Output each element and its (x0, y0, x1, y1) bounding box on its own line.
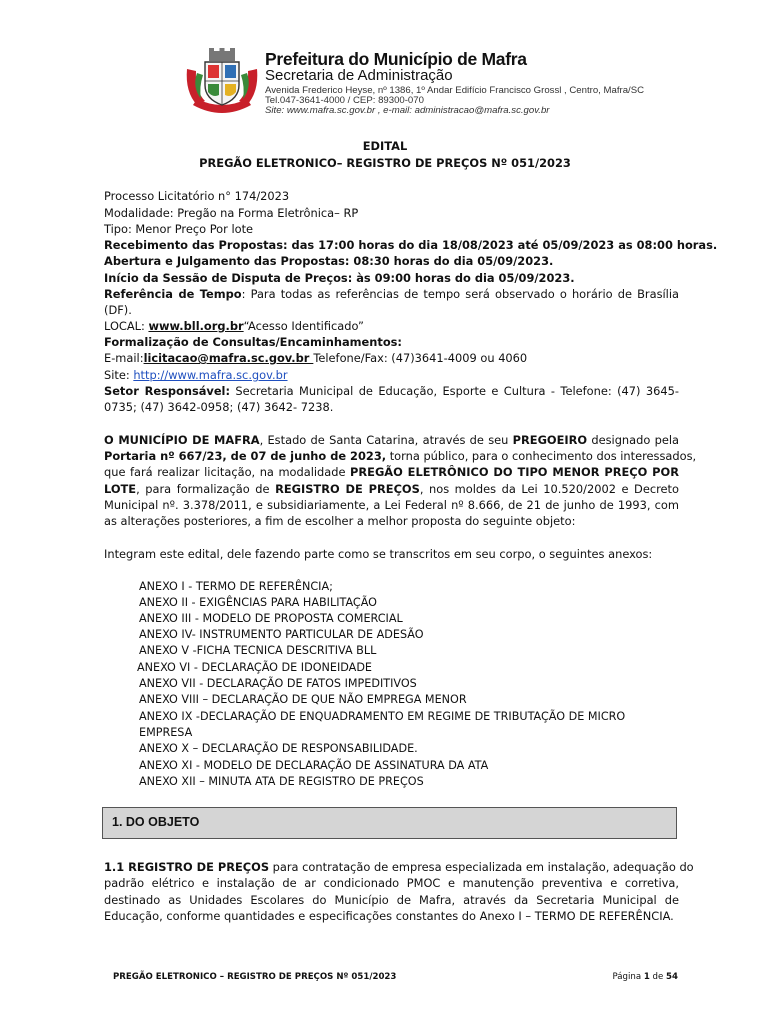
modalidade-line: Modalidade: Pregão na Forma Eletrônica– RP (104, 206, 359, 220)
email-link[interactable]: licitacao@mafra.sc.gov.br (143, 351, 314, 365)
local-text: “Acesso Identificado” (243, 319, 364, 333)
recebimento-line: Recebimento das Propostas: das 17:00 horas do dia 18/08/2023 até 05/09/2023 as 08:00 horas. (104, 238, 718, 252)
referencia-cont: (DF). (104, 303, 132, 317)
local-link[interactable]: www.bll.org.br (148, 319, 244, 333)
local-line (104, 319, 364, 333)
page-prefix: Página (612, 972, 644, 982)
intro-text-1b: , Estado de Santa Catarina, através de seu (259, 433, 513, 447)
setor-cont: 0735; (47) 3642-0958; (47) 3642- 7238. (104, 400, 334, 414)
anexo-item: ANEXO IV- INSTRUMENTO PARTICULAR DE ADESÃO (139, 628, 424, 641)
intro-text-4b: , para formalização de (136, 482, 276, 496)
tipo-line: Tipo: Menor Preço Por lote (104, 222, 254, 236)
intro-pregoeiro: PREGOEIRO (512, 433, 588, 447)
integram-line: Integram este edital, dele fazendo parte como se transcritos em seu corpo, o seguintes anexos: (104, 547, 653, 561)
section-heading: 1. DO OBJETO (112, 815, 200, 829)
referencia-line (104, 287, 679, 301)
anexo-item: ANEXO III - MODELO DE PROPOSTA COMERCIAL (139, 612, 403, 625)
header-subtitle: Secretaria de Administração (265, 67, 453, 84)
header-phone: Tel.047-3641-4000 / CEP: 89300-070 (265, 95, 424, 106)
local-label: LOCAL: (104, 319, 149, 333)
edital-label: EDITAL (362, 139, 408, 153)
intro-line-1 (104, 433, 679, 447)
setor-line (104, 384, 679, 398)
anexo-item: ANEXO I - TERMO DE REFERÊNCIA; (139, 580, 333, 593)
anexo-item: ANEXO XI - MODELO DE DECLARAÇÃO DE ASSINATURA DA ATA (139, 759, 489, 772)
setor-label: Setor Responsável: (104, 384, 231, 398)
anexo-item: ANEXO VI - DECLARAÇÃO DE IDONEIDADE (137, 661, 372, 674)
intro-municipio: O MUNICÍPIO DE MAFRA (104, 433, 260, 447)
anexo-item: ANEXO VIII – DECLARAÇÃO DE QUE NÃO EMPREGA MENOR (139, 693, 467, 706)
anexo-item: ANEXO X – DECLARAÇÃO DE RESPONSABILIDADE. (139, 742, 418, 755)
setor-text: Secretaria Municipal de Educação, Esporte e Cultura - Telefone: (47) 3645- (230, 384, 679, 398)
objeto-line-4: Educação, conforme quantidades e especificações constantes do Anexo I – TERMO DE REFERÊNCIA. (104, 909, 674, 923)
intro-text-1d: designado pela (587, 433, 680, 447)
intro-text-2b: torna público, para o conhecimento dos interessados, (386, 449, 697, 463)
objeto-line-2: padrão elétrico e instalação de ar condicionado PMOC e manutenção preventiva e corretiva, (104, 876, 679, 890)
anexo-item: ANEXO V -FICHA TECNICA DESCRITIVA BLL (139, 644, 377, 657)
intro-modalidade: PREGÃO ELETRÔNICO DO TIPO MENOR PREÇO POR (350, 465, 679, 479)
page-total: 54 (666, 972, 678, 982)
site-link[interactable]: http://www.mafra.sc.gov.br (133, 368, 288, 382)
inicio-line: Início da Sessão de Disputa de Preços: às 09:00 horas do dia 05/09/2023. (104, 271, 575, 285)
intro-registro: REGISTRO DE PREÇOS (275, 482, 420, 496)
page-current: 1 (643, 972, 650, 982)
email-line (104, 351, 527, 365)
intro-line-4 (104, 482, 679, 496)
page-mid: de (649, 972, 667, 982)
abertura-line: Abertura e Julgamento das Propostas: 08:30 horas do dia 05/09/2023. (104, 254, 554, 268)
site-line (104, 368, 288, 382)
referencia-text: : Para todas as referências de tempo será observado o horário de Brasília (241, 287, 679, 301)
telefone-text: Telefone/Fax: (47)3641-4009 ou 4060 (313, 351, 528, 365)
header-title: Prefeitura do Município de Mafra (265, 49, 527, 69)
anexo-item: EMPRESA (139, 726, 193, 739)
municipal-crest-logo (183, 47, 261, 117)
edital-title: PREGÃO ELETRONICO– REGISTRO DE PREÇOS Nº 051/2023 (199, 156, 571, 170)
intro-line-5: Municipal nº. 3.378/2011, e subsidiariamente, a Lei Federal nº 8.666, de 21 de junho de 1993, com (104, 498, 679, 512)
anexo-item: ANEXO IX -DECLARAÇÃO DE ENQUADRAMENTO EM REGIME DE TRIBUTAÇÃO DE MICRO (139, 710, 626, 723)
footer-page-number (612, 972, 678, 982)
objeto-text-1: para contratação de empresa especializada em instalação, adequação do (269, 860, 694, 874)
section-heading-box (102, 807, 677, 839)
footer-title: PREGÃO ELETRONICO – REGISTRO DE PREÇOS Nº 051/2023 (113, 972, 397, 982)
processo-line: Processo Licitatório n° 174/2023 (104, 189, 290, 203)
anexo-item: ANEXO II - EXIGÊNCIAS PARA HABILITAÇÃO (139, 596, 377, 609)
intro-text-3a: que fará realizar licitação, na modalidade (104, 465, 351, 479)
header-site: Site: www.mafra.sc.gov.br , e-mail: administracao@mafra.sc.gov.br (265, 105, 550, 116)
anexo-item: ANEXO VII - DECLARAÇÃO DE FATOS IMPEDITIVOS (139, 677, 417, 690)
header-address: Avenida Frederico Heyse, nº 1386, 1º Andar Edifício Francisco Grossl , Centro, Mafra/SC (265, 85, 645, 96)
intro-line-3 (104, 465, 679, 479)
anexo-item: ANEXO XII – MINUTA ATA DE REGISTRO DE PREÇOS (139, 775, 424, 788)
referencia-label: Referência de Tempo (104, 287, 242, 301)
objeto-line-3: destinado as Unidades Escolares do Município de Mafra, através da Secretaria Municipal de (104, 893, 679, 907)
formalizacao-line: Formalização de Consultas/Encaminhamentos: (104, 335, 402, 349)
intro-line-2 (104, 449, 697, 463)
intro-portaria: Portaria nº 667/23, de 07 de junho de 2023, (104, 449, 387, 463)
site-label: Site: (104, 368, 134, 382)
objeto-line-1 (104, 860, 694, 874)
objeto-label: 1.1 REGISTRO DE PREÇOS (104, 860, 270, 874)
intro-text-4d: , nos moldes da Lei 10.520/2002 e Decreto (419, 482, 679, 496)
intro-lote: LOTE (104, 482, 137, 496)
email-label: E-mail: (104, 351, 144, 365)
intro-line-6: as alterações posteriores, a fim de escolher a melhor proposta do seguinte objeto: (104, 514, 576, 528)
